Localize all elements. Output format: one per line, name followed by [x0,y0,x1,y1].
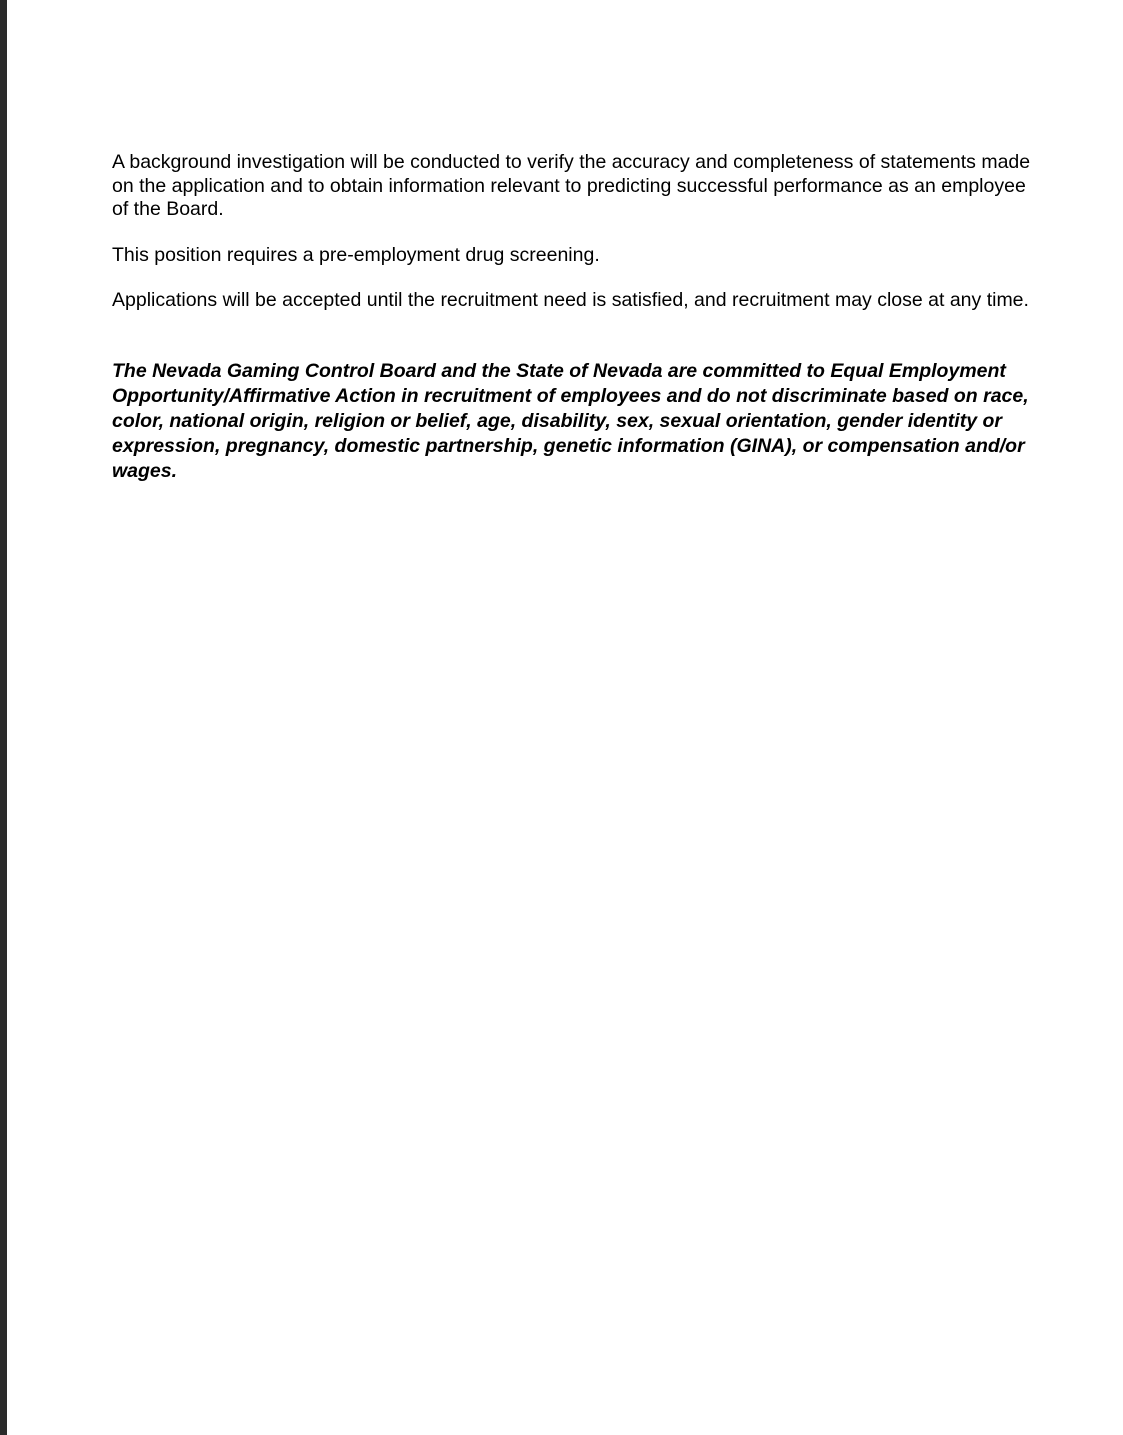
page-content [112,151,1042,484]
applications-accepted-paragraph: Applications will be accepted until the recruitment need is satisfied, and recruitment may close at any time. [112,289,1029,311]
document-page[interactable] [7,0,1123,1435]
background-investigation-paragraph: A background investigation will be conducted to verify the accuracy and completeness of statements made on the application and to obtain information relevant to predicting successful performance as an employee of the Board. [112,151,1031,220]
equal-opportunity-statement: The Nevada Gaming Control Board and the State of Nevada are committed to Equal Employment Opportunity/Affirmative Action in recruitment of employees and do not discriminate based on race, color, national origin, religion or belief, age, disability, sex, sexual orientation, gender identity or expression, pregnancy, domestic partnership, genetic information (GINA), or compensation and/or wages. [112,359,1029,482]
drug-screening-paragraph: This position requires a pre-employment drug screening. [112,243,600,266]
viewer-left-edge [0,0,7,1435]
